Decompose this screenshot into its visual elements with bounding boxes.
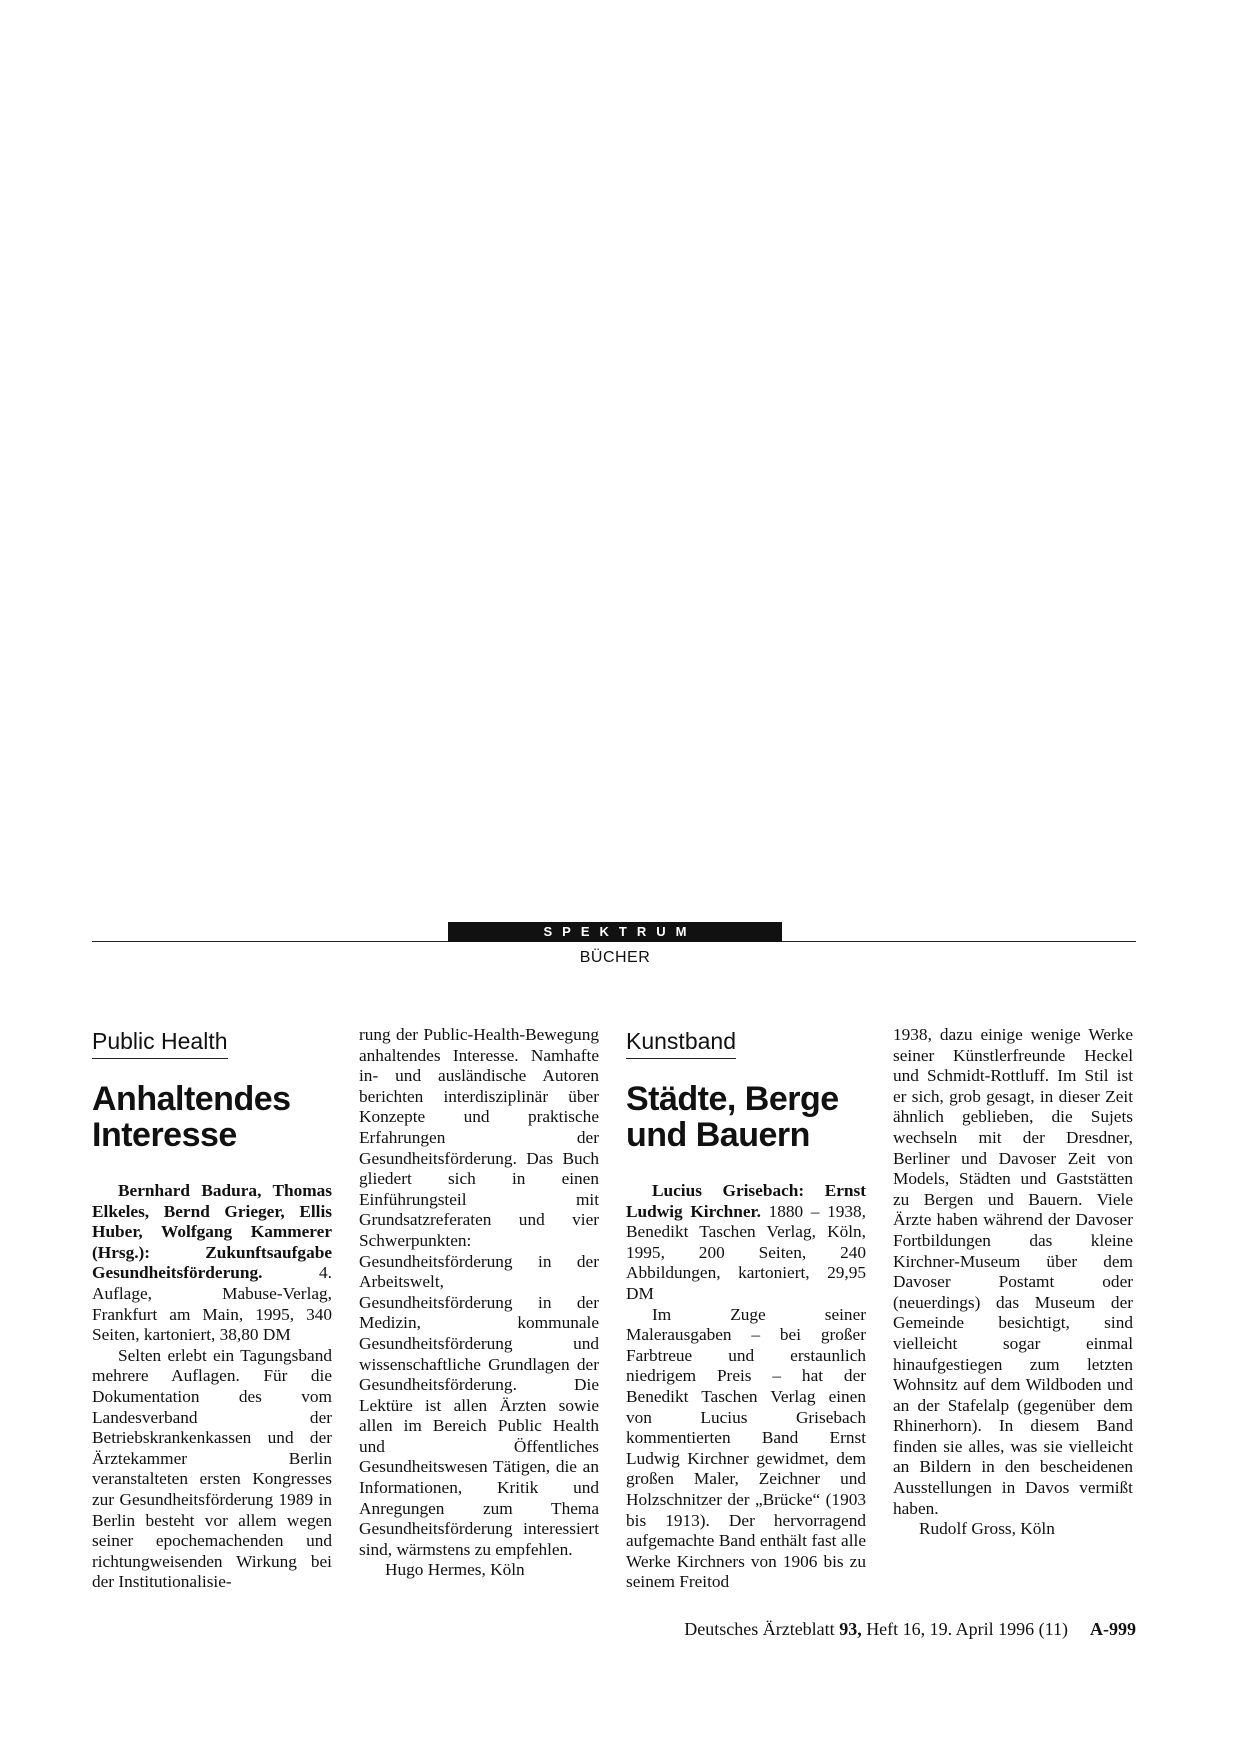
article1-body-part1: Selten erlebt ein Tagungsband mehrere Auflagen. Für die Dokumentation des vom Landesverband der Betriebskrankenkassen und der Ärztekammer Berlin veranstalteten ersten Kongresses zur Gesundheitsförderung 1989 in Berlin besteht vor allem wegen seiner epochemachenden und richtungweisenden Wirkung bei der Institutionalisie- [92,1345,332,1592]
article2-title-line2: und Bauern [626,1116,810,1154]
footer-volume: 93, [839,1619,862,1639]
article1-bibliography [92,1181,332,1346]
article2-headline [626,1081,866,1153]
article1-signature: Hugo Hermes, Köln [385,1560,525,1580]
footer-page-number: A-999 [1090,1619,1136,1639]
article2-title-line1: Städte, Berge [626,1080,839,1118]
article2-column1 [626,1028,866,1593]
article2-body-part1: Im Zuge seiner Malerausgaben – bei großer Farbtreue und erstaunlich niedrigem Preis – hat der Benedikt Taschen Verlag einen von Lucius Grisebach kommentierten Band Ernst Ludwig Kirchner gewidmet, dem großen Maler, Zeichner und Holzschnitzer der „Brücke“ (1903 bis 1913). Der hervorragend aufgemachte Band enthält fast alle Werke Kirchners von 1906 bis zu seinem Freitod [626,1304,866,1592]
page-footer [560,1618,1136,1640]
section-label: SPEKTRUM [448,922,782,942]
footer-issue: Heft 16, 19. April 1996 (11) [861,1619,1068,1639]
article2-body-part2: 1938, dazu einige wenige Werke seiner Künstlerfreunde Heckel und Schmidt-Rottluff. Im Stil ist er sich, grob gesagt, in dieser Zeit ähnlich geblieben, die Sujets wechseln mit der Dresdner, Berliner und Davoser Zeit von Models, Städten und Gaststätten zu Bergen und Bauern. Viele Ärzte haben während der Davoser Fortbildungen das kleine Kirchner-Museum über dem Davoser Postamt oder (neuerdings) das Museum der Gemeinde besichtigt, sind vielleicht sogar einmal hinaufgestiegen zum letzten Wohnsitz auf dem Wildboden und an der Stafelalp (gegenüber dem Rhinerhorn). In diesem Band finden sie alles, was sie vielleicht an Bildern in den bescheidenen Ausstellungen in Davos vermißt haben. [893,1025,1133,1518]
article1-title-line2: Interesse [92,1116,237,1154]
article1-biblio-details: 4. Auflage, Mabuse-Verlag, Frankfurt am Main, 1995, 340 Seiten, kartoniert, 38,80 DM [92,1263,332,1345]
article1-column2 [359,1025,599,1581]
article2-bibliography [626,1181,866,1305]
article1-biblio-authors: Bernhard Badura, Thomas Elkeles, Bernd Grieger, Ellis Huber, Wolfgang Kammerer (Hrsg.): Zukunftsaufgabe Gesundheitsförderung. [92,1181,332,1283]
article1-title-line1: Anhaltendes [92,1080,291,1118]
subsection-label: BÜCHER [579,949,651,966]
article1-column1 [92,1028,332,1593]
article1-body-part2: rung der Public-Health-Bewegung anhaltendes Interesse. Namhafte in- und ausländische Autoren berichten interdisziplinär über Konzepte und praktische Erfahrungen der Gesundheitsförderung. Das Buch gliedert sich in einen Einführungsteil mit Grundsatzreferaten und vier Schwerpunkten: Gesundheitsförderung in der Arbeitswelt, Gesundheitsförderung in der Medizin, kommunale Gesundheitsförderung und wissenschaftliche Grundlagen der Gesundheitsförderung. Die Lektüre ist allen Ärzten sowie allen im Bereich Public Health und Öffentliches Gesundheitswesen Tätigen, die an Informationen, Kritik und Anregungen zum Thema Gesundheitsförderung interessiert sind, wärmstens zu empfehlen. [359,1025,599,1559]
article2-column2 [893,1025,1133,1540]
footer-journal: Deutsches Ärzteblatt [684,1619,835,1639]
article2-biblio-details: 1880 – 1938, Benedikt Taschen Verlag, Köln, 1995, 200 Seiten, 240 Abbildungen, kartoniert, 29,95 DM [626,1201,866,1303]
article1-rubric: Public Health [92,1026,228,1059]
article2-biblio-authors: Lucius Grisebach: Ernst Ludwig Kirchner. [626,1181,866,1221]
article2-rubric: Kunstband [626,1026,736,1059]
article2-signature: Rudolf Gross, Köln [919,1519,1055,1539]
article1-headline [92,1081,332,1153]
